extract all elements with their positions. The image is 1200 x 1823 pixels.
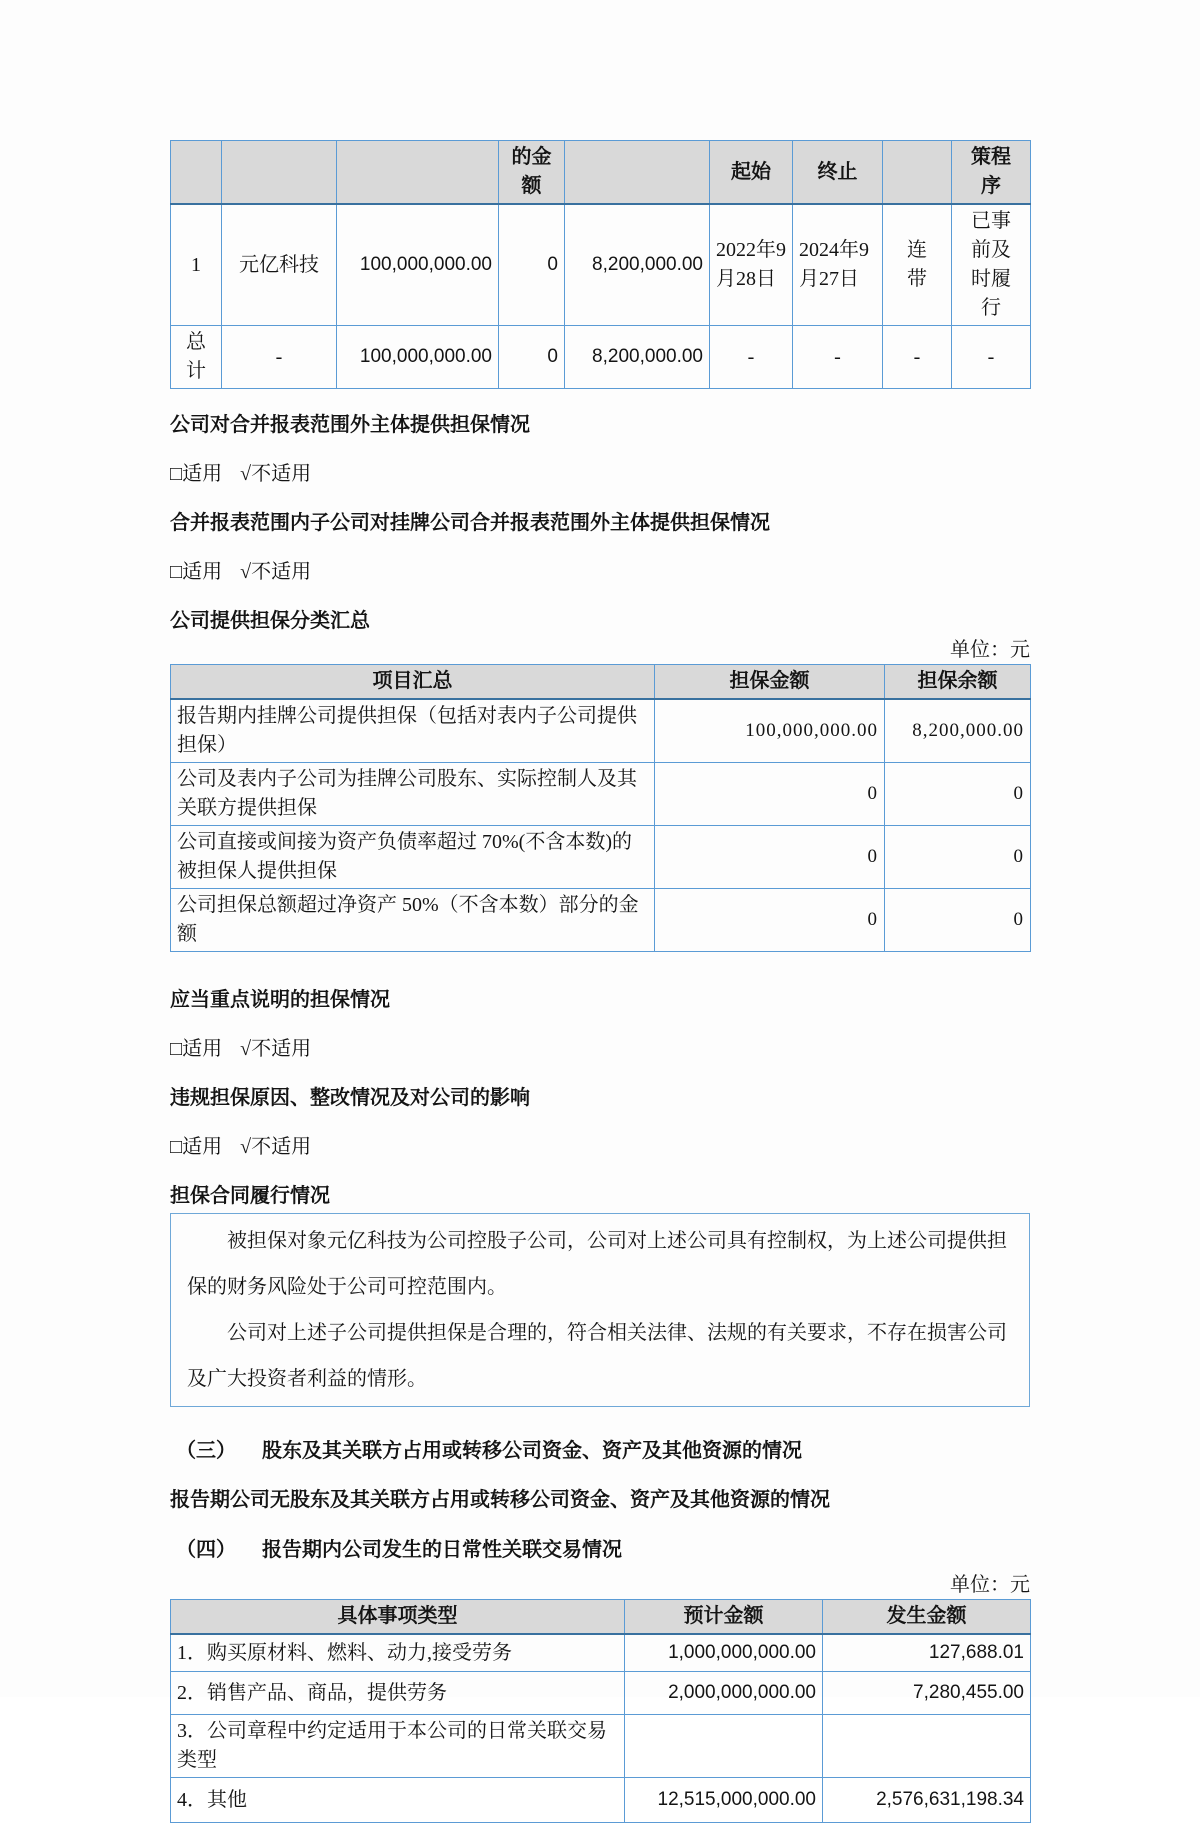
table-cell: 7,280,455.00 <box>823 1672 1031 1715</box>
table-row <box>171 1672 1031 1715</box>
heading-contract-performance: 担保合同履行情况 <box>170 1185 330 1207</box>
column-header: 发生金额 <box>823 1600 1031 1635</box>
applicable-option: □适用 <box>170 561 223 583</box>
table-cell: 100,000,000.00 <box>655 699 885 763</box>
table-header-row <box>171 665 1031 700</box>
guarantee-summary-table <box>170 664 1031 952</box>
table-cell: 1 <box>171 204 222 326</box>
table-cell <box>625 1715 823 1778</box>
related-transactions-table <box>170 1599 1031 1823</box>
guarantee-detail-table <box>170 140 1031 389</box>
table-row <box>171 1715 1031 1778</box>
table-cell: 2024年9月27日 <box>793 204 883 326</box>
table-row <box>171 1634 1031 1672</box>
column-header <box>337 141 499 205</box>
not-applicable-option: √不适用 <box>240 1136 312 1158</box>
heading-subsidiary-guarantee: 合并报表范围内子公司对挂牌公司合并报表范围外主体提供担保情况 <box>170 512 770 534</box>
table-row <box>171 1778 1031 1823</box>
table-cell: 100,000,000.00 <box>337 204 499 326</box>
column-header: 具体事项类型 <box>171 1600 625 1635</box>
column-header <box>565 141 710 205</box>
table-row <box>171 763 1031 826</box>
applicable-option: □适用 <box>170 1038 223 1060</box>
table-total-row <box>171 326 1031 389</box>
table-cell: 2022年9月28日 <box>710 204 793 326</box>
table-cell: 1．购买原材料、燃料、动力,接受劳务 <box>171 1634 625 1672</box>
applicability-line <box>170 1133 1030 1162</box>
table-cell: 连带 <box>883 204 952 326</box>
table-cell: 1,000,000,000.00 <box>625 1634 823 1672</box>
contract-performance-box <box>170 1213 1030 1407</box>
heading-external-guarantee: 公司对合并报表范围外主体提供担保情况 <box>170 414 530 436</box>
applicability-line <box>170 558 1030 587</box>
table-cell: 0 <box>499 204 565 326</box>
table-cell: - <box>883 326 952 389</box>
table-cell: 0 <box>655 889 885 952</box>
applicability-line <box>170 460 1030 489</box>
table-cell: 公司直接或间接为资产负债率超过 70%(不含本数)的被担保人提供担保 <box>171 826 655 889</box>
performance-paragraph: 公司对上述子公司提供担保是合理的，符合相关法律、法规的有关要求，不存在损害公司及广大投资者利益的情形。 <box>187 1322 1007 1390</box>
table-header-row <box>171 141 1031 205</box>
column-header <box>883 141 952 205</box>
section-three-title <box>170 1437 1030 1466</box>
table-header-row <box>171 1600 1031 1635</box>
table-cell: - <box>710 326 793 389</box>
table-cell: 2,000,000,000.00 <box>625 1672 823 1715</box>
not-applicable-option: √不适用 <box>240 1038 312 1060</box>
column-header <box>171 141 222 205</box>
column-header <box>222 141 337 205</box>
unit-label: 单位：元 <box>950 639 1030 661</box>
table-cell: 元亿科技 <box>222 204 337 326</box>
column-header: 项目汇总 <box>171 665 655 700</box>
table-cell: 8,200,000.00 <box>885 699 1031 763</box>
column-header: 担保金额 <box>655 665 885 700</box>
not-applicable-option: √不适用 <box>240 463 312 485</box>
performance-paragraph: 被担保对象元亿科技为公司控股子公司，公司对上述公司具有控制权，为上述公司提供担保的财务风险处于公司可控范围内。 <box>187 1230 1007 1298</box>
table-row <box>171 699 1031 763</box>
applicable-option: □适用 <box>170 463 223 485</box>
heading-violation: 违规担保原因、整改情况及对公司的影响 <box>170 1087 530 1109</box>
table-cell: 12,515,000,000.00 <box>625 1778 823 1823</box>
column-header: 预计金额 <box>625 1600 823 1635</box>
table-row <box>171 826 1031 889</box>
section-title-text: 股东及其关联方占用或转移公司资金、资产及其他资源的情况 <box>262 1440 802 1462</box>
applicable-option: □适用 <box>170 1136 223 1158</box>
table-cell: 2．销售产品、商品，提供劳务 <box>171 1672 625 1715</box>
table-cell: 0 <box>655 826 885 889</box>
column-header: 策程序 <box>952 141 1031 205</box>
table-cell: 8,200,000.00 <box>565 204 710 326</box>
table-cell: 127,688.01 <box>823 1634 1031 1672</box>
table-cell: 0 <box>499 326 565 389</box>
table-cell: 已事前及时履行 <box>952 204 1031 326</box>
section-title-text: 报告期内公司发生的日常性关联交易情况 <box>262 1539 622 1561</box>
table-cell <box>823 1715 1031 1778</box>
table-cell: 报告期内挂牌公司提供担保（包括对表内子公司提供担保） <box>171 699 655 763</box>
section-three-body: 报告期公司无股东及其关联方占用或转移公司资金、资产及其他资源的情况 <box>170 1489 830 1511</box>
table-cell: 总计 <box>171 326 222 389</box>
table-cell: 4．其他 <box>171 1778 625 1823</box>
table-cell: 2,576,631,198.34 <box>823 1778 1031 1823</box>
table-cell: - <box>952 326 1031 389</box>
table-cell: 100,000,000.00 <box>337 326 499 389</box>
column-header: 担保余额 <box>885 665 1031 700</box>
section-number: （三） <box>176 1440 236 1462</box>
heading-guarantee-summary: 公司提供担保分类汇总 <box>170 610 370 632</box>
table-cell: - <box>222 326 337 389</box>
column-header: 终止 <box>793 141 883 205</box>
table-cell: - <box>793 326 883 389</box>
table-row <box>171 204 1031 326</box>
column-header: 起始 <box>710 141 793 205</box>
section-four-title <box>170 1536 1030 1565</box>
table-cell: 公司担保总额超过净资产 50%（不含本数）部分的金额 <box>171 889 655 952</box>
not-applicable-option: √不适用 <box>240 561 312 583</box>
page-content <box>170 0 1030 1823</box>
table-cell: 0 <box>655 763 885 826</box>
table-cell: 0 <box>885 763 1031 826</box>
heading-key-notes: 应当重点说明的担保情况 <box>170 989 390 1011</box>
table-cell: 公司及表内子公司为挂牌公司股东、实际控制人及其关联方提供担保 <box>171 763 655 826</box>
table-row <box>171 889 1031 952</box>
table-cell: 0 <box>885 826 1031 889</box>
table-cell: 3．公司章程中约定适用于本公司的日常关联交易类型 <box>171 1715 625 1778</box>
column-header: 的金额 <box>499 141 565 205</box>
applicability-line <box>170 1035 1030 1064</box>
unit-label: 单位：元 <box>950 1574 1030 1596</box>
section-number: （四） <box>176 1539 236 1561</box>
table-cell: 8,200,000.00 <box>565 326 710 389</box>
table-cell: 0 <box>885 889 1031 952</box>
